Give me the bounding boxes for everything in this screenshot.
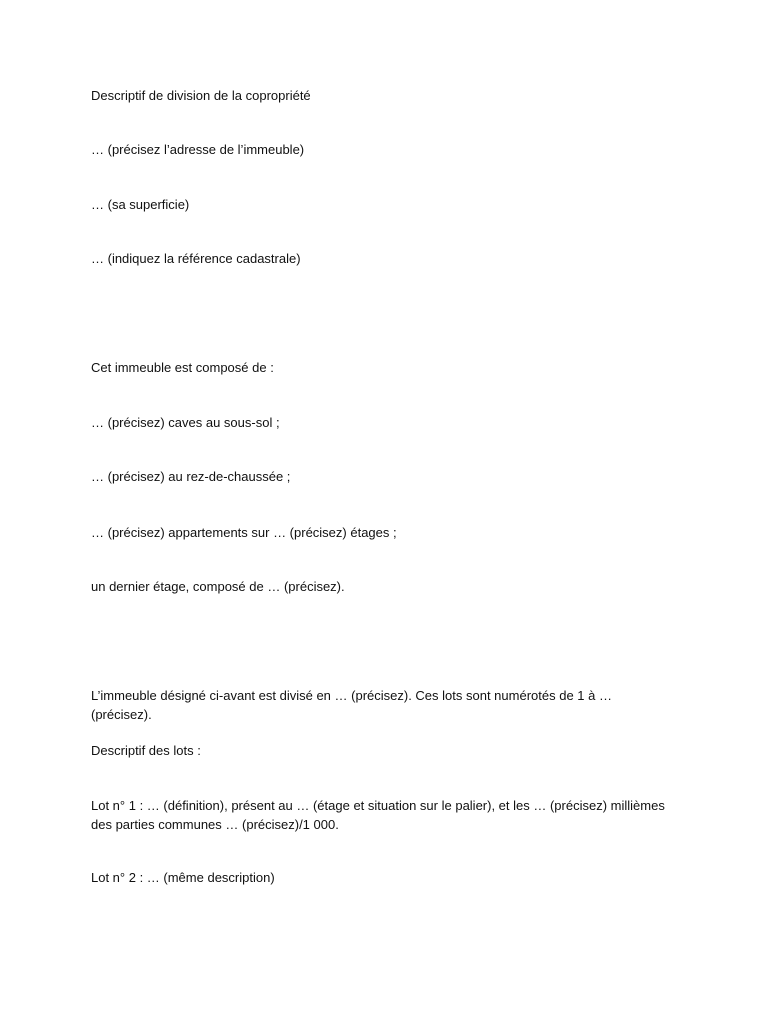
lot-2-description: Lot n° 2 : … (même description) [91,870,275,885]
lot-division-paragraph: L’immeuble désigné ci-avant est divisé en … (précisez). Ces lots sont numérotés de 1 à … (précisez). [91,688,612,722]
basement-line: … (précisez) caves au sous-sol ; [91,415,280,430]
document-title: Descriptif de division de la copropriété [91,88,311,103]
area-placeholder: … (sa superficie) [91,197,190,212]
address-placeholder: … (précisez l’adresse de l’immeuble) [91,142,305,157]
top-floor-line: un dernier étage, composé de … (précisez). [91,579,345,594]
cadastral-reference-placeholder: … (indiquez la référence cadastrale) [91,251,301,266]
ground-floor-line: … (précisez) au rez-de-chaussée ; [91,469,291,484]
lots-description-heading: Descriptif des lots : [91,743,201,758]
apartments-line: … (précisez) appartements sur … (précisez) étages ; [91,525,397,540]
building-composition-heading: Cet immeuble est composé de : [91,360,274,375]
lot-1-description: Lot n° 1 : … (définition), présent au … (étage et situation sur le palier), et les … (précisez) millièmes des parties communes … (précisez)/1 000. [91,798,665,832]
